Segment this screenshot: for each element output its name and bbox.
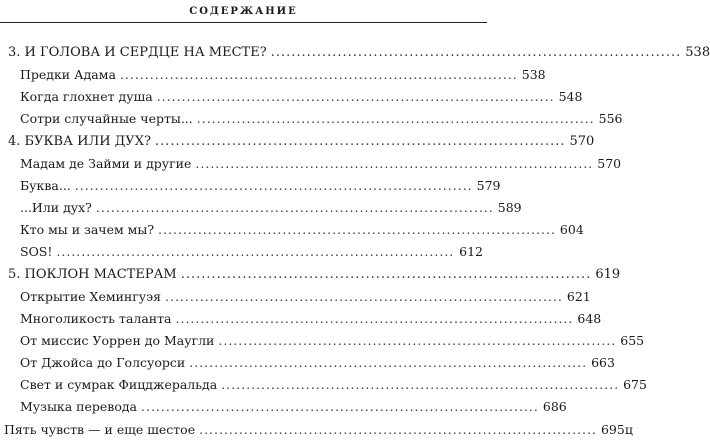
toc-entry-page: 695ц (600, 422, 633, 437)
toc-entry-page: 663 (591, 355, 615, 370)
toc-entry-title: 5. ПОКЛОН МАСТЕРАМ (8, 267, 177, 282)
dot-leader: ................................................................................ (189, 355, 588, 370)
toc-entry-page: 648 (577, 311, 602, 326)
toc-entry-page: 621 (566, 289, 591, 304)
toc-entry[interactable] (20, 219, 584, 241)
toc-entry[interactable] (20, 396, 567, 418)
toc-entry[interactable] (20, 64, 546, 86)
toc-entry-title: Мадам де Займи и другие (20, 156, 192, 171)
toc-entry-page: 686 (542, 399, 567, 414)
toc-entry-page: 538 (521, 67, 546, 82)
dot-leader: ................................................................................ (195, 156, 594, 171)
toc-entry-title: От миссис Уоррен до Маугли (20, 333, 215, 348)
dot-leader: ................................................................................ (156, 89, 555, 104)
toc-entry-title: Сотри случайные черты... (20, 111, 193, 126)
toc-entry[interactable] (20, 286, 591, 308)
toc-entry-title: От Джойса до Голсуорси (20, 355, 186, 370)
dot-leader: ................................................................................ (158, 222, 556, 237)
dot-leader: ................................................................................ (270, 45, 682, 60)
toc-entry-title: 3. И ГОЛОВА И СЕРДЦЕ НА МЕСТЕ? (8, 45, 267, 60)
toc-final-entry[interactable] (4, 419, 633, 441)
toc-entry-title: Музыка перевода (20, 399, 137, 414)
dot-leader: ................................................................................ (175, 311, 574, 326)
toc-entry-title: Предки Адама (20, 67, 116, 82)
toc-entry-page: 579 (476, 178, 501, 193)
dot-leader: ................................................................................ (180, 267, 592, 282)
toc-entry-page: 570 (597, 156, 622, 171)
toc-entry-page: 612 (459, 244, 483, 259)
toc-entry-title: 4. БУКВА ИЛИ ДУХ? (8, 134, 151, 149)
toc-entry-page: 619 (595, 267, 621, 282)
toc-entry-page: 675 (623, 377, 647, 392)
header-rule (0, 22, 487, 23)
toc-entry[interactable] (20, 330, 645, 352)
toc-entry-title: Пять чувств — и еще шестое (4, 422, 196, 437)
dot-leader: ................................................................................ (119, 67, 518, 82)
toc-entry[interactable] (20, 241, 483, 263)
toc-chapter-5[interactable] (8, 264, 621, 286)
dot-leader: ................................................................................ (196, 111, 595, 126)
toc-entry-page: 655 (620, 333, 645, 348)
toc-entry[interactable] (20, 374, 647, 396)
toc-entry-page: 538 (685, 45, 710, 60)
toc-entry-title: Открытие Хемингуэя (20, 289, 162, 304)
dot-leader: ................................................................................ (95, 200, 494, 215)
toc-entry[interactable] (20, 197, 522, 219)
toc-entry-page: 589 (497, 200, 522, 215)
toc-entry[interactable] (20, 86, 583, 108)
toc-entry-title: Многоликость таланта (20, 311, 172, 326)
contents-heading: СОДЕРЖАНИЕ (189, 6, 298, 17)
page-header (0, 4, 487, 22)
toc-entry[interactable] (20, 352, 615, 374)
dot-leader: ................................................................................ (74, 178, 473, 193)
toc-chapter-4[interactable] (8, 131, 595, 153)
toc-entry-page: 570 (569, 134, 595, 149)
toc-entry-title: SOS! (20, 244, 53, 259)
dot-leader: ................................................................................ (218, 333, 617, 348)
toc-entry-title: Кто мы и зачем мы? (20, 222, 155, 237)
toc-entry-title: Свет и сумрак Фицджеральда (20, 377, 218, 392)
toc-entry-title: ...Или дух? (20, 200, 92, 215)
dot-leader: ................................................................................ (165, 289, 563, 304)
toc-entry-title: Когда глохнет душа (20, 89, 153, 104)
toc-entry[interactable] (20, 153, 622, 175)
toc-entry-page: 556 (598, 111, 623, 126)
toc-entry-page: 548 (558, 89, 583, 104)
toc-entry[interactable] (20, 175, 501, 197)
dot-leader: ................................................................................ (56, 244, 455, 259)
dot-leader: ................................................................................ (154, 134, 566, 149)
toc-entry[interactable] (20, 308, 602, 330)
toc-entry-title: Буква... (20, 178, 71, 193)
toc-entry[interactable] (20, 108, 623, 130)
toc-entry-page: 604 (559, 222, 584, 237)
toc-chapter-3[interactable] (8, 42, 710, 64)
dot-leader: ................................................................................ (141, 399, 539, 414)
dot-leader: ................................................................................ (221, 377, 620, 392)
dot-leader: ................................................................................ (199, 422, 597, 437)
